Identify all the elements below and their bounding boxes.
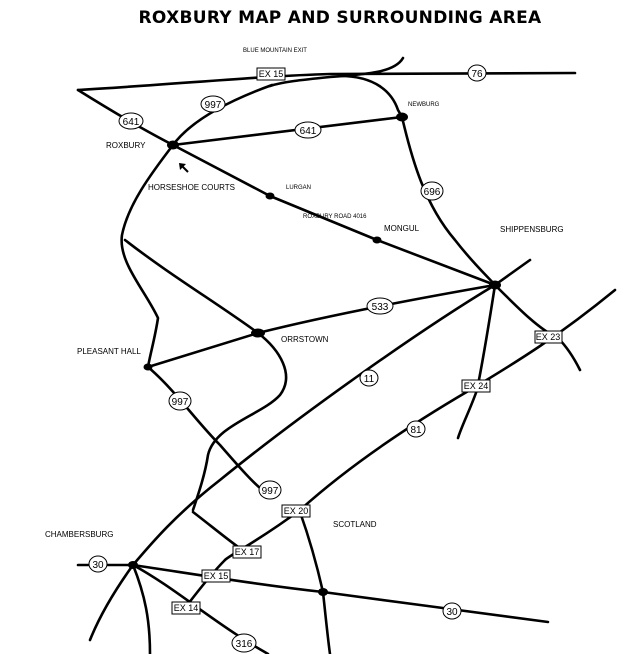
shield-11: [360, 370, 378, 386]
road-shippensburg-ne: [495, 260, 530, 285]
svg-text:641: 641: [299, 126, 317, 137]
map-title: ROXBURY MAP AND SURROUNDING AREA: [138, 8, 542, 28]
road-696: [402, 117, 495, 285]
roxbury-dot: [167, 141, 179, 150]
road-blue-mountain-exit: [270, 58, 403, 86]
label-newburg: NEWBURG: [408, 102, 440, 108]
chambersburg-dot: [128, 561, 138, 569]
mongul-dot: [373, 237, 382, 244]
label-chambersburg: CHAMBERSBURG: [45, 530, 114, 539]
svg-text:81: 81: [410, 425, 422, 436]
road-shippensburg-south: [477, 285, 495, 390]
svg-text:EX 24: EX 24: [463, 381, 489, 391]
exit-15-top: [257, 68, 285, 80]
svg-text:EX 20: EX 20: [283, 506, 309, 516]
svg-text:11: 11: [363, 374, 375, 385]
label-roxbury-road: ROXBURY ROAD 4016: [303, 214, 367, 220]
exit-14: [172, 602, 200, 614]
shield-641-left: [119, 113, 143, 129]
road-pleasant-hall-orrstown: [148, 333, 258, 367]
label-orrstown: ORRSTOWN: [281, 335, 329, 344]
shippensburg-dot: [489, 281, 501, 290]
road-997-south: [148, 367, 265, 492]
lurgan-dot: [266, 193, 275, 200]
svg-text:76: 76: [471, 69, 483, 80]
label-roxbury: ROXBURY: [106, 141, 146, 150]
roads: [78, 58, 615, 654]
label-horseshoe-courts: HORSESHOE COURTS: [148, 183, 235, 192]
svg-text:EX 17: EX 17: [234, 547, 260, 557]
svg-text:30: 30: [92, 560, 104, 571]
road-11: [133, 285, 495, 565]
shield-316: [232, 634, 256, 652]
shield-533: [367, 298, 393, 314]
svg-text:533: 533: [371, 302, 389, 313]
svg-text:EX 14: EX 14: [173, 603, 199, 613]
label-scotland: SCOTLAND: [333, 520, 377, 529]
svg-text:997: 997: [261, 486, 279, 497]
road-ex24-branch: [458, 390, 477, 438]
label-blue-mountain-exit: BLUE MOUNTAIN EXIT: [243, 48, 307, 54]
exit-24: [462, 380, 490, 392]
road-81-south: [185, 560, 225, 608]
label-lurgan: LURGAN: [286, 185, 312, 191]
road-641-east: [173, 117, 402, 145]
road-diagonal-orrstown: [125, 240, 258, 333]
svg-text:30: 30: [446, 607, 458, 618]
arrow-pointer-icon: [179, 163, 188, 172]
road-chambersburg-south: [133, 565, 150, 654]
road-scotland: [300, 512, 330, 654]
road-chambersburg-sw: [90, 565, 133, 640]
shield-696: [421, 182, 443, 200]
shield-30-right: [443, 603, 461, 619]
shield-997-mid: [169, 392, 191, 410]
svg-text:EX 23: EX 23: [535, 332, 561, 342]
shield-997-low: [259, 481, 281, 499]
svg-text:997: 997: [204, 100, 222, 111]
shield-30-left: [89, 556, 107, 572]
exit-17: [233, 546, 261, 558]
svg-text:997: 997: [171, 397, 189, 408]
road-newburg-connector: [340, 76, 402, 117]
orrstown-dot: [251, 329, 265, 338]
shield-997-top: [201, 96, 225, 112]
shield-76: [468, 65, 486, 81]
pleasant-hall-dot: [144, 364, 153, 371]
label-mongul: MONGUL: [384, 224, 420, 233]
exit-20: [282, 505, 310, 517]
exit-23: [535, 331, 562, 343]
label-shippensburg: SHIPPENSBURG: [500, 225, 564, 234]
svg-text:641: 641: [122, 117, 140, 128]
road-76: [78, 73, 575, 90]
svg-text:316: 316: [235, 639, 253, 650]
exit-15-low: [202, 570, 230, 582]
svg-text:EX 15: EX 15: [203, 571, 229, 581]
svg-text:696: 696: [423, 187, 441, 198]
newburg-dot: [396, 113, 408, 122]
label-pleasant-hall: PLEASANT HALL: [77, 347, 141, 356]
shield-81: [407, 421, 425, 437]
scotland-dot: [318, 588, 328, 596]
svg-text:EX 15: EX 15: [258, 69, 284, 79]
shield-641-mid: [295, 122, 321, 138]
